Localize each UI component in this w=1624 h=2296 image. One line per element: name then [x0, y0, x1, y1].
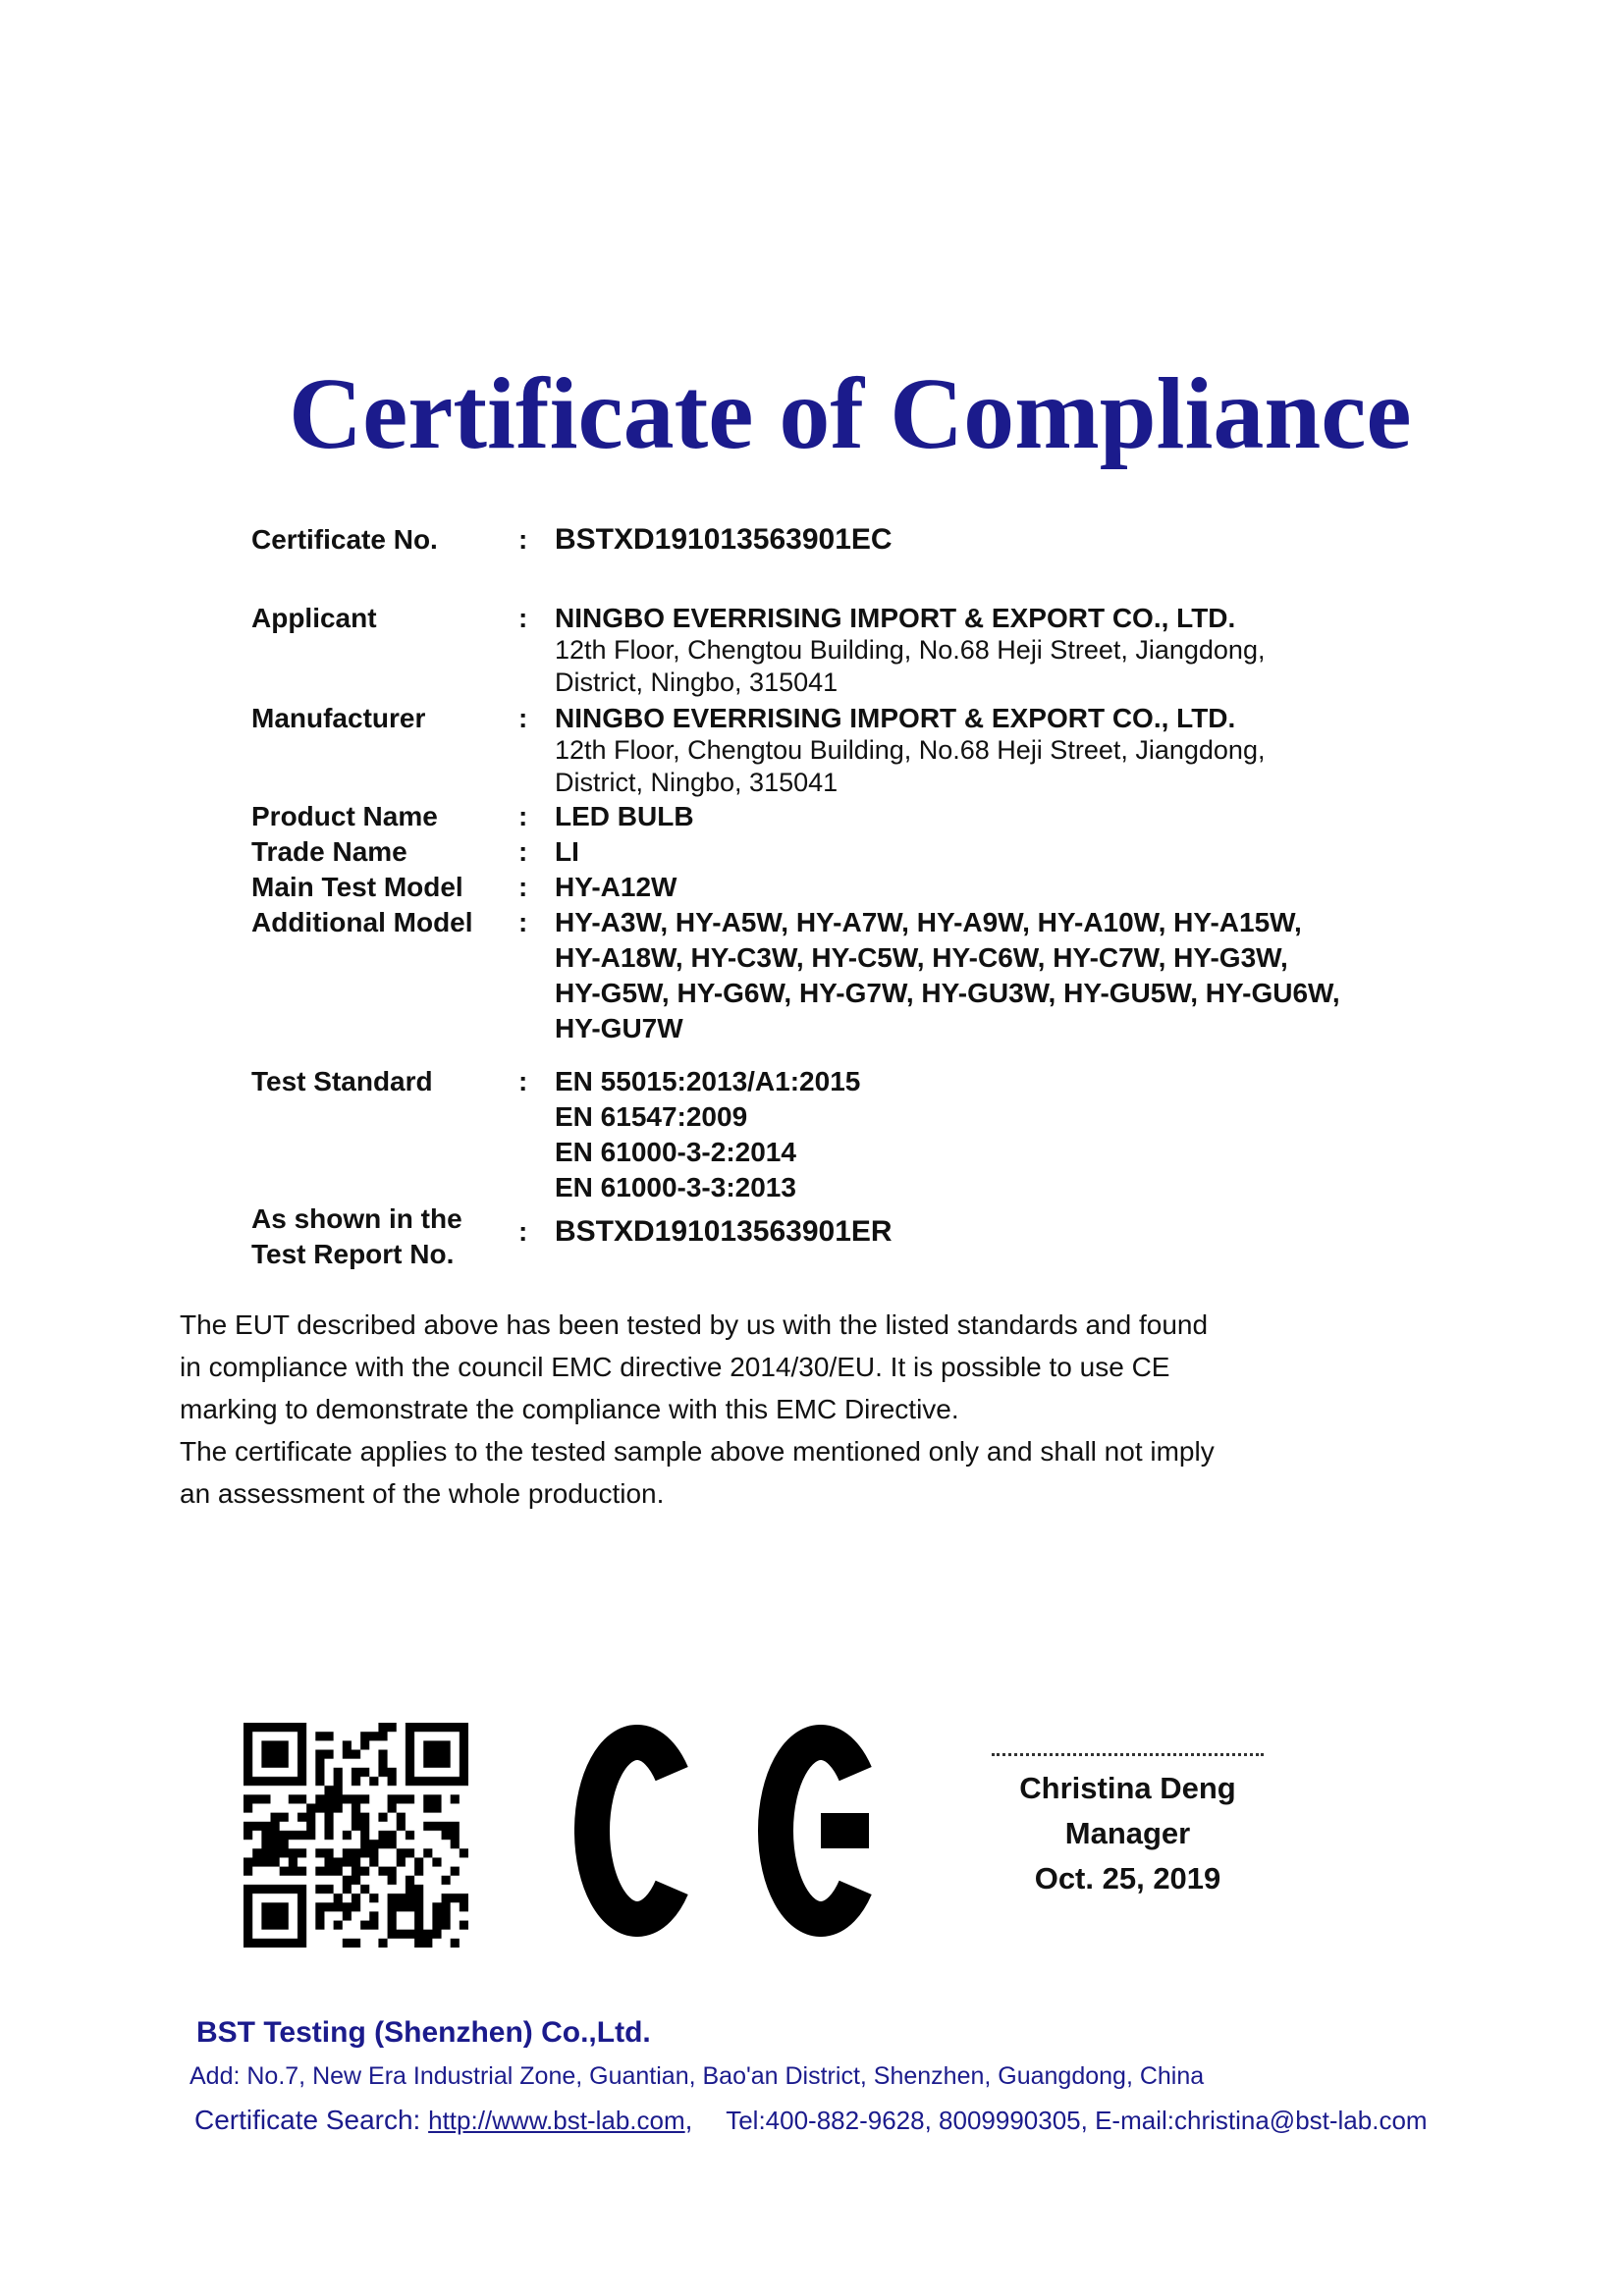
manufacturer-name: NINGBO EVERRISING IMPORT & EXPORT CO., LTD. — [555, 703, 1236, 733]
colon-separator: : — [518, 524, 528, 555]
signatory-name: Christina Deng — [1019, 1771, 1236, 1805]
test-standard-line: EN 61547:2009 — [555, 1101, 748, 1132]
signature-block — [982, 1766, 1273, 1901]
trade-name-label: Trade Name — [251, 836, 407, 867]
row-main-test-model — [251, 870, 1458, 905]
test-report-label-line1: As shown in the — [251, 1203, 462, 1234]
statement-paragraph — [180, 1304, 1456, 1515]
colon-separator: : — [518, 872, 528, 902]
lab-contact-info: Tel:400-882-9628, 8009990305, E-mail:christina@bst-lab.com — [726, 2106, 1428, 2135]
additional-model-line: HY-A18W, HY-C3W, HY-C5W, HY-C6W, HY-C7W, HY-G3W, — [555, 942, 1288, 973]
certificate-search-label: Certificate Search: — [194, 2105, 421, 2135]
main-test-model-value: HY-A12W — [555, 872, 677, 902]
colon-separator: : — [518, 603, 528, 633]
signatory-role: Manager — [1064, 1816, 1191, 1850]
manufacturer-label: Manufacturer — [251, 703, 426, 733]
lab-address: Add: No.7, New Era Industrial Zone, Guantian, Bao'an District, Shenzhen, Guangdong, China — [189, 2062, 1205, 2090]
additional-model-line: HY-A3W, HY-A5W, HY-A7W, HY-A9W, HY-A10W, HY-A15W, — [555, 907, 1302, 937]
manufacturer-address-line1: 12th Floor, Chengtou Building, No.68 Heji Street, Jiangdong, — [555, 735, 1266, 765]
product-name-label: Product Name — [251, 801, 438, 831]
page-title: Certificate of Compliance — [289, 357, 1412, 470]
certificate-search-row — [194, 2103, 1428, 2138]
applicant-label: Applicant — [251, 603, 377, 633]
main-test-model-label: Main Test Model — [251, 872, 463, 902]
test-standard-line: EN 55015:2013/A1:2015 — [555, 1066, 861, 1096]
qr-code — [244, 1723, 468, 1948]
search-separator: , — [684, 2105, 693, 2135]
applicant-address-line1: 12th Floor, Chengtou Building, No.68 Heji Street, Jiangdong, — [555, 635, 1266, 665]
additional-model-line: HY-GU7W — [555, 1013, 683, 1043]
test-standard-line: EN 61000-3-3:2013 — [555, 1172, 796, 1202]
statement-line: The EUT described above has been tested by us with the listed standards and found — [180, 1309, 1209, 1340]
applicant-address-line2: District, Ningbo, 315041 — [555, 667, 839, 697]
statement-line: an assessment of the whole production. — [180, 1478, 665, 1509]
colon-separator: : — [518, 801, 528, 831]
certificate-search-link[interactable]: http://www.bst-lab.com — [428, 2106, 685, 2135]
test-report-label-line2: Test Report No. — [251, 1239, 455, 1269]
trade-name-value: LI — [555, 836, 579, 867]
product-name-value: LED BULB — [555, 801, 694, 831]
colon-separator: : — [518, 907, 528, 937]
statement-line: in compliance with the council EMC directive 2014/30/EU. It is possible to use CE — [180, 1352, 1170, 1382]
signature-date: Oct. 25, 2019 — [1034, 1861, 1221, 1896]
signature-dotted-line — [992, 1753, 1264, 1756]
row-test-report — [251, 1201, 1449, 1272]
certificate-no-label: Certificate No. — [251, 524, 438, 555]
colon-separator: : — [518, 1066, 528, 1096]
additional-model-label: Additional Model — [251, 907, 473, 937]
row-applicant — [251, 602, 1458, 699]
row-additional-model — [251, 905, 1458, 1046]
row-trade-name — [251, 834, 1458, 870]
lab-company-name: BST Testing (Shenzhen) Co.,Ltd. — [196, 2016, 651, 2049]
ce-mark-icon — [574, 1725, 887, 1937]
statement-line: marking to demonstrate the compliance with this EMC Directive. — [180, 1394, 959, 1424]
row-test-standard — [251, 1064, 1458, 1205]
test-report-value: BSTXD191013563901ER — [555, 1215, 893, 1248]
statement-line: The certificate applies to the tested sample above mentioned only and shall not imply — [180, 1436, 1215, 1467]
row-certificate-no — [251, 522, 1458, 558]
additional-model-line: HY-G5W, HY-G6W, HY-G7W, HY-GU3W, HY-GU5W, HY-GU6W, — [555, 978, 1340, 1008]
manufacturer-address-line2: District, Ningbo, 315041 — [555, 768, 839, 797]
row-product-name — [251, 799, 1458, 834]
applicant-name: NINGBO EVERRISING IMPORT & EXPORT CO., LTD. — [555, 603, 1236, 633]
colon-separator: : — [518, 703, 528, 733]
colon-separator: : — [518, 836, 528, 867]
certificate-no-value: BSTXD191013563901EC — [555, 523, 893, 556]
test-standard-label: Test Standard — [251, 1066, 433, 1096]
colon-separator: : — [518, 1216, 528, 1247]
test-standard-line: EN 61000-3-2:2014 — [555, 1137, 796, 1167]
row-manufacturer — [251, 702, 1458, 799]
